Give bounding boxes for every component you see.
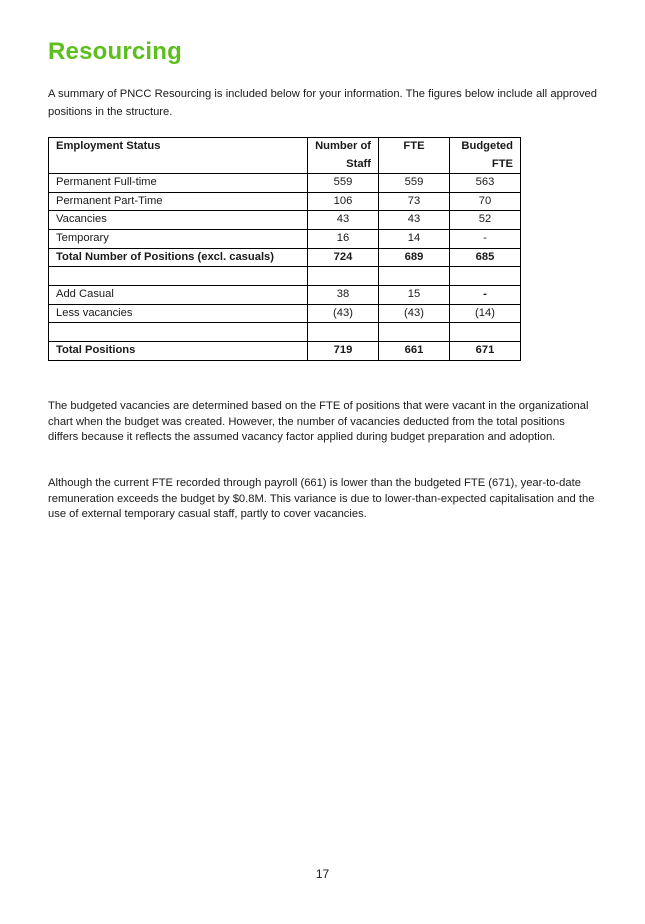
row-fte: 661: [379, 342, 450, 361]
row-budget: -: [450, 229, 521, 248]
row-budget: 685: [450, 248, 521, 267]
intro-paragraph: A summary of PNCC Resourcing is included below for your information. The figures below include all approved positions in the structure.: [48, 88, 597, 118]
table-blank-row: [49, 323, 521, 342]
fte-variance-paragraph: Although the current FTE recorded through payroll (661) is lower than the budgeted FTE (671), year-to-date remuneration exceeds the budget by $0.8M. This variance is due to lower-than-expected capitalisation and the use of external temporary casual staff, partly to cover vacancies.: [48, 477, 595, 521]
row-label: Vacancies: [49, 211, 308, 230]
header-fte: FTE: [379, 138, 450, 174]
table-row: [49, 286, 521, 305]
blank-cell: [379, 323, 450, 342]
blank-cell: [450, 267, 521, 286]
resourcing-table: [48, 137, 521, 361]
row-label: Temporary: [49, 229, 308, 248]
header-staff-line2: Staff: [346, 157, 371, 170]
header-number-of-staff: [308, 138, 379, 174]
blank-cell: [379, 267, 450, 286]
blank-cell: [308, 267, 379, 286]
header-employment-status: Employment Status: [49, 138, 308, 174]
table-row: [49, 229, 521, 248]
row-staff: 38: [308, 286, 379, 305]
row-budget: 671: [450, 342, 521, 361]
header-budget-line2: FTE: [491, 157, 513, 170]
table-total-row: [49, 248, 521, 267]
row-label: Less vacancies: [49, 304, 308, 323]
row-fte: 73: [379, 192, 450, 211]
table-row: [49, 192, 521, 211]
row-staff: 719: [308, 342, 379, 361]
row-staff: (43): [308, 304, 379, 323]
page-title: Resourcing: [48, 38, 183, 65]
row-staff: 43: [308, 211, 379, 230]
table-row: [49, 174, 521, 193]
table-total-row: [49, 342, 521, 361]
row-fte: 14: [379, 229, 450, 248]
row-fte: 43: [379, 211, 450, 230]
row-staff: 724: [308, 248, 379, 267]
row-fte: (43): [379, 304, 450, 323]
row-fte: 15: [379, 286, 450, 305]
row-label: Total Positions: [49, 342, 308, 361]
blank-cell: [308, 323, 379, 342]
row-label: Permanent Part-Time: [49, 192, 308, 211]
table-row: [49, 211, 521, 230]
blank-cell: [49, 267, 308, 286]
row-budget: (14): [450, 304, 521, 323]
row-budget: -: [450, 286, 521, 305]
table-row: [49, 304, 521, 323]
header-staff-line1: Number of: [315, 140, 371, 152]
budget-vacancies-paragraph: The budgeted vacancies are determined based on the FTE of positions that were vacant in the organizational chart when the budget was created. However, the number of vacancies deducted from the total positions differs because it reflects the assumed vacancy factor applied during budget preparation and adoption.: [48, 400, 589, 444]
row-label: Add Casual: [49, 286, 308, 305]
table-blank-row: [49, 267, 521, 286]
header-budgeted-fte: [450, 138, 521, 174]
page-number: 17: [315, 867, 330, 881]
row-label: Total Number of Positions (excl. casuals): [49, 248, 308, 267]
header-budget-line1: Budgeted: [461, 140, 513, 152]
row-budget: 52: [450, 211, 521, 230]
row-budget: 563: [450, 174, 521, 193]
blank-cell: [450, 323, 521, 342]
row-staff: 16: [308, 229, 379, 248]
row-staff: 559: [308, 174, 379, 193]
row-fte: 559: [379, 174, 450, 193]
table-header-row: [49, 138, 521, 174]
row-staff: 106: [308, 192, 379, 211]
blank-cell: [49, 323, 308, 342]
row-label: Permanent Full-time: [49, 174, 308, 193]
row-fte: 689: [379, 248, 450, 267]
row-budget: 70: [450, 192, 521, 211]
